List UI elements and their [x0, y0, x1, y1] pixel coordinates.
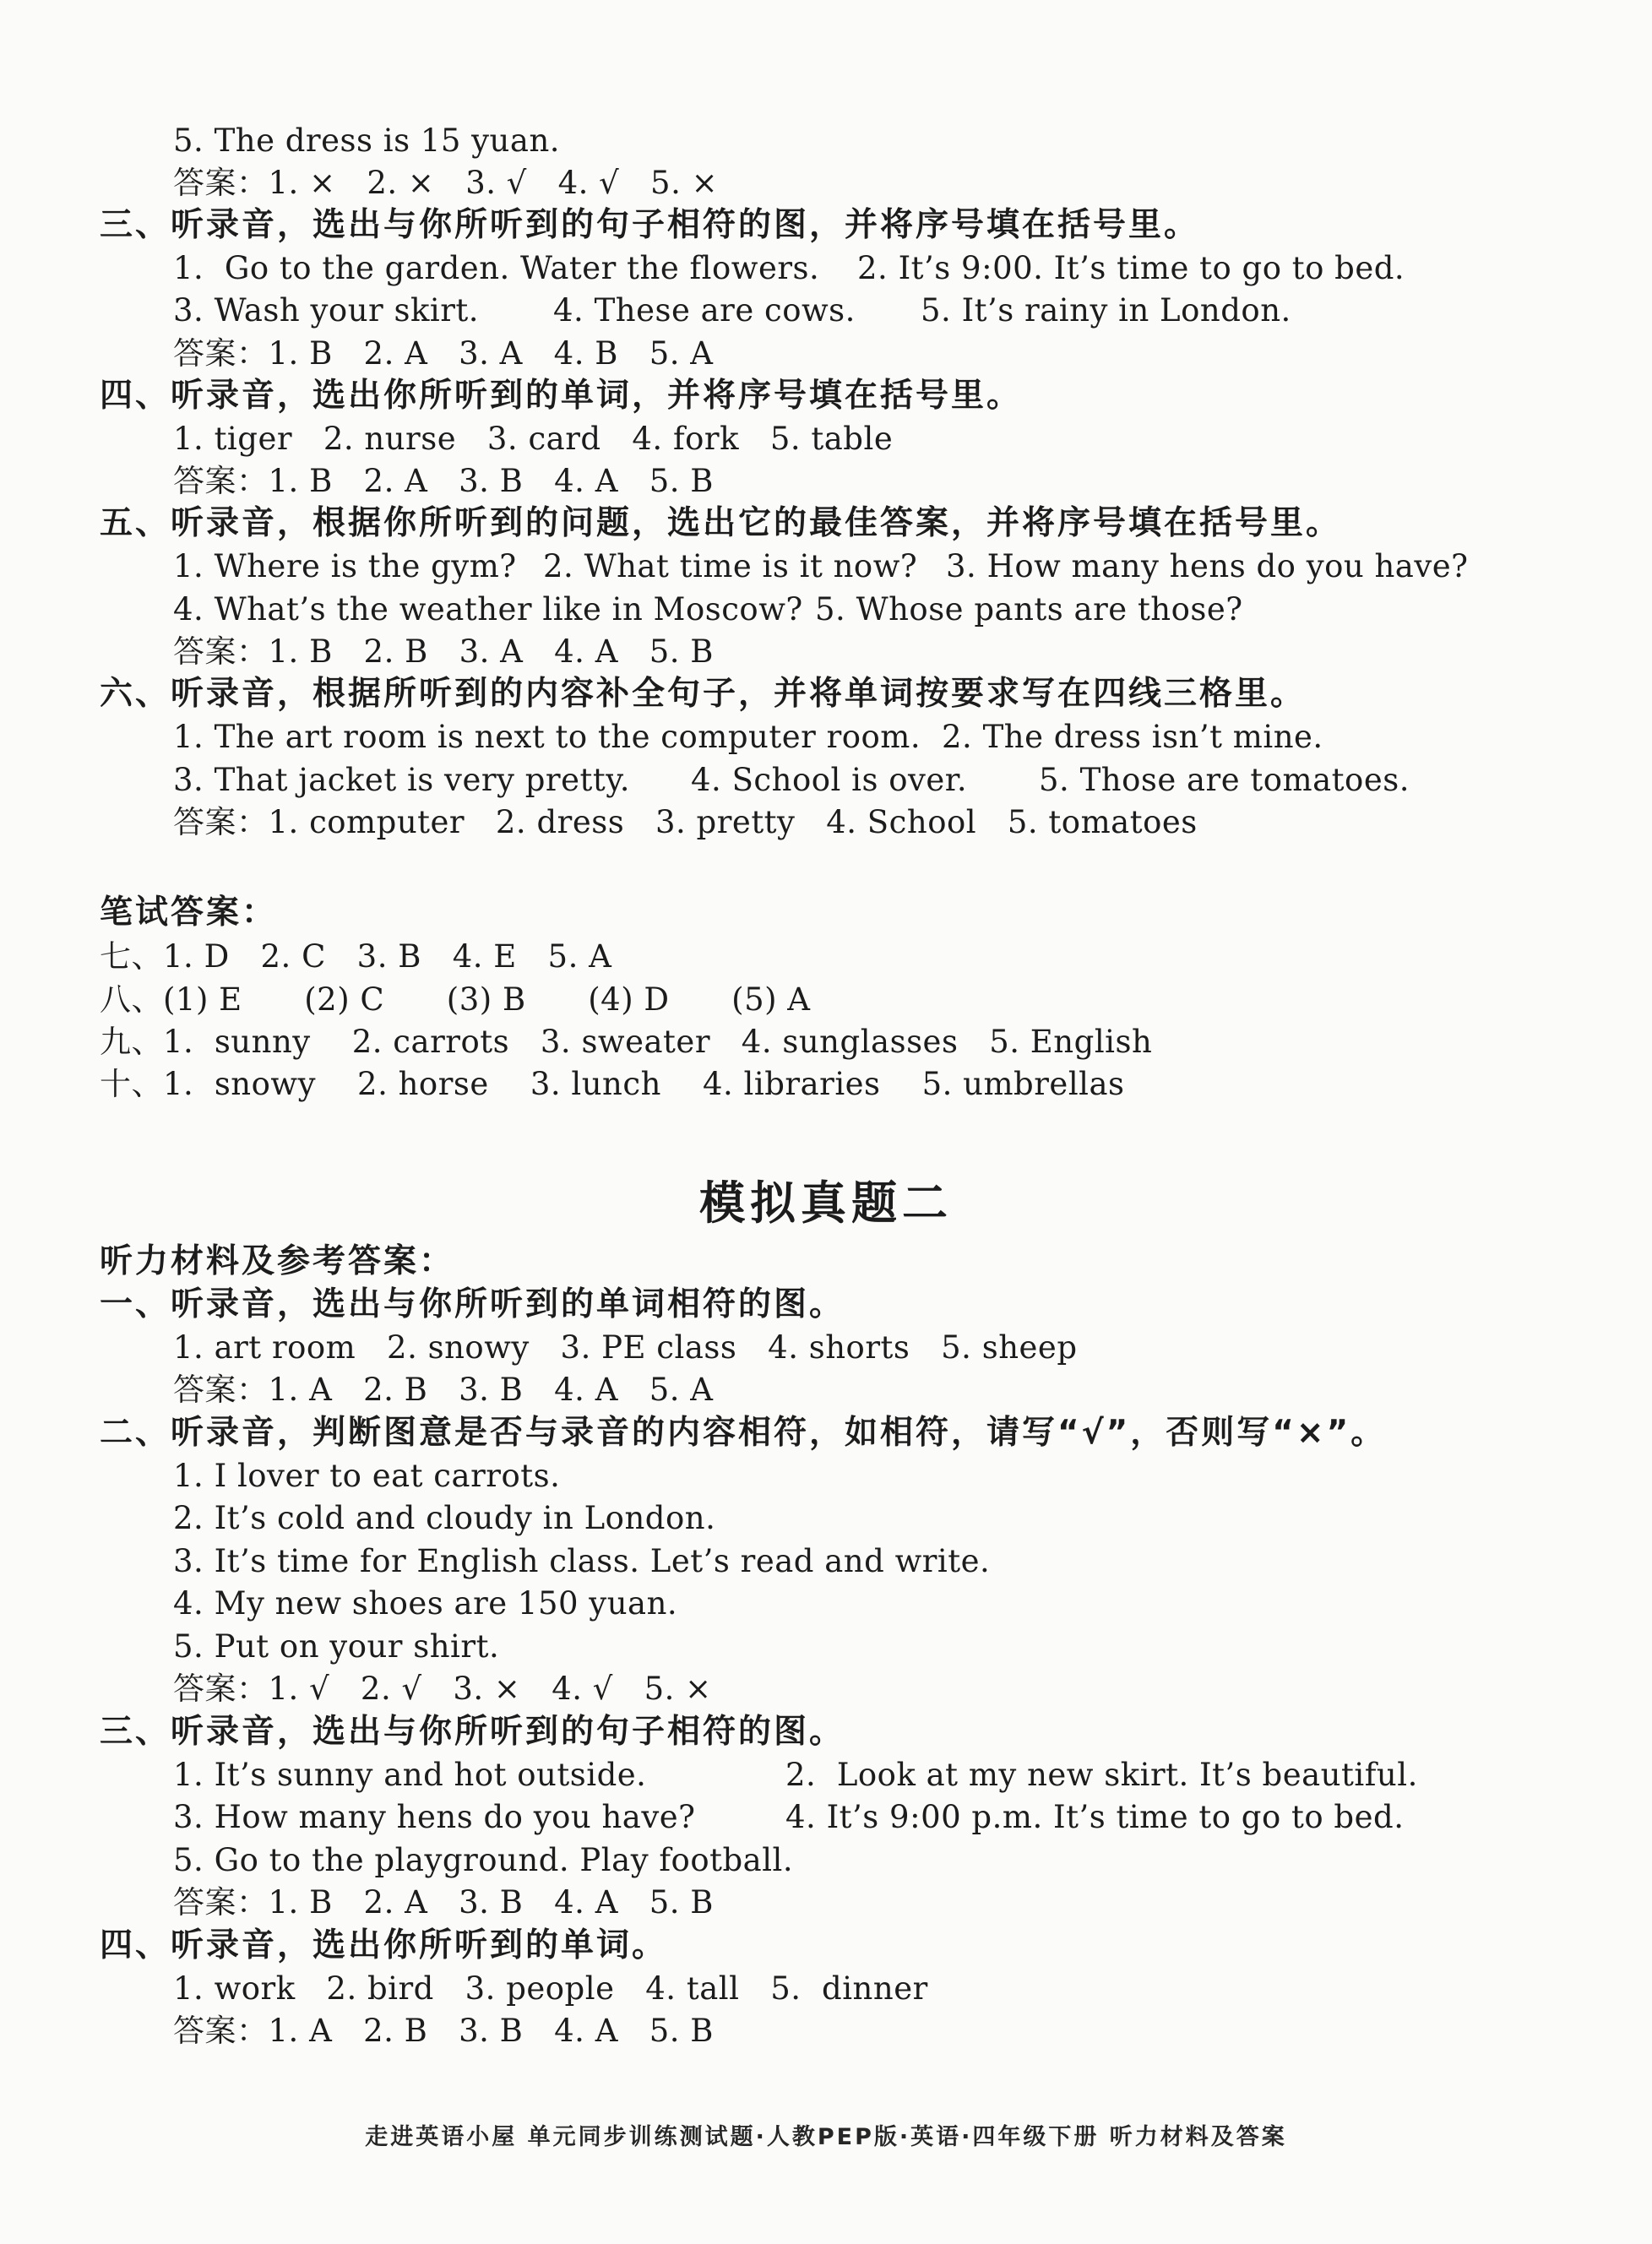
word-list: 1. work 2. bird 3. people 4. tall 5. dinner: [173, 1970, 928, 2007]
written-answers-heading: 笔试答案：: [100, 894, 278, 932]
question-item: 4. What’s the weather like in Moscow?: [173, 591, 803, 628]
question-item: 2. What time is it now?: [543, 548, 918, 584]
question-item: 3. How many hens do you have?: [946, 548, 1469, 584]
sentence-item: 3. Wash your skirt.: [173, 292, 480, 329]
answer-line: 答案：1. B 2. A 3. B 4. A 5. B: [173, 1884, 714, 1921]
sentence-item: 1. It’s sunny and hot outside.: [173, 1757, 647, 1793]
sentence-item: 1. The art room is next to the computer room.: [173, 719, 921, 755]
sentence-item: 4. School is over.: [691, 762, 968, 798]
section-6-heading: 六、听录音，根据所听到的内容补全句子，并将单词按要求写在四线三格里。: [100, 675, 1307, 713]
sentence-item: 3. It’s time for English class. Let’s read and write.: [173, 1543, 991, 1579]
word-list: 1. tiger 2. nurse 3. card 4. fork 5. table: [173, 421, 894, 457]
sentence-item: 3. That jacket is very pretty.: [173, 762, 630, 798]
answer-line: 答案：1. B 2. A 3. B 4. A 5. B: [173, 463, 714, 499]
sentence-item: 4. My new shoes are 150 yuan.: [173, 1585, 678, 1622]
page-footer: 走进英语小屋 单元同步训练测试题·人教PEP版·英语·四年级下册 听力材料及答案: [365, 2124, 1287, 2150]
sentence-item: 3. How many hens do you have?: [173, 1799, 696, 1835]
sentence-item: 5. Those are tomatoes.: [1039, 762, 1410, 798]
section-3-heading: 三、听录音，选出与你所听到的句子相符的图。: [100, 1713, 845, 1751]
sentence-item: 5. It’s rainy in London.: [921, 292, 1291, 329]
sentence-item: 1. I lover to eat carrots.: [173, 1458, 561, 1494]
written-answer-9: 九、1. sunny 2. carrots 3. sweater 4. sunglasses 5. English: [100, 1024, 1153, 1060]
section-4-heading: 四、听录音，选出你所听到的单词，并将序号填在括号里。: [100, 377, 1023, 415]
written-answer-7: 七、1. D 2. C 3. B 4. E 5. A: [100, 938, 612, 975]
question-item: 1. Where is the gym?: [173, 548, 517, 584]
sentence-item: 5. Go to the playground. Play football.: [173, 1842, 794, 1878]
sentence-item: 1. Go to the garden. Water the flowers.: [173, 250, 820, 286]
word-list: 1. art room 2. snowy 3. PE class 4. shorts 5. sheep: [173, 1329, 1078, 1366]
answer-line: 答案：1. A 2. B 3. B 4. A 5. A: [173, 1372, 714, 1408]
listening-materials-heading: 听力材料及参考答案：: [100, 1242, 455, 1280]
section-1-heading: 一、听录音，选出与你所听到的单词相符的图。: [100, 1285, 845, 1323]
section-5-heading: 五、听录音，根据你所听到的问题，选出它的最佳答案，并将序号填在括号里。: [100, 504, 1342, 542]
answer-line: 答案：1. B 2. B 3. A 4. A 5. B: [173, 633, 714, 670]
sentence-item: 2. It’s 9:00. It’s time to go to bed.: [857, 250, 1405, 286]
answer-line: 答案：1. √ 2. √ 3. × 4. √ 5. ×: [173, 1671, 712, 1707]
sentence-item: 2. The dress isn’t mine.: [942, 719, 1323, 755]
answer-line: 答案：1. × 2. × 3. √ 4. √ 5. ×: [173, 165, 719, 201]
section-3-heading: 三、听录音，选出与你所听到的句子相符的图，并将序号填在括号里。: [100, 206, 1200, 244]
answer-line: 答案：1. computer 2. dress 3. pretty 4. School 5. tomatoes: [173, 804, 1198, 840]
written-answer-8: 八、(1) E (2) C (3) B (4) D (5) A: [100, 981, 811, 1018]
question-item: 5. Whose pants are those?: [815, 591, 1243, 628]
sentence-item: 2. Look at my new skirt. It’s beautiful.: [785, 1757, 1418, 1793]
sentence-item: 4. These are cows.: [553, 292, 856, 329]
page-title: 模拟真题二: [699, 1176, 953, 1230]
sentence-item: 5. Put on your shirt.: [173, 1628, 500, 1665]
section-2-heading: 二、听录音，判断图意是否与录音的内容相符，如相符，请写“√”，否则写“×”。: [100, 1414, 1387, 1452]
answer-line: 答案：1. B 2. A 3. A 4. B 5. A: [173, 335, 714, 372]
dialogue-line: 5. The dress is 15 yuan.: [173, 122, 561, 159]
answer-line: 答案：1. A 2. B 3. B 4. A 5. B: [173, 2013, 714, 2049]
sentence-item: 4. It’s 9:00 p.m. It’s time to go to bed.: [785, 1799, 1405, 1835]
sentence-item: 2. It’s cold and cloudy in London.: [173, 1500, 716, 1536]
section-4-heading: 四、听录音，选出你所听到的单词。: [100, 1926, 668, 1964]
written-answer-10: 十、1. snowy 2. horse 3. lunch 4. libraries 5. umbrellas: [100, 1066, 1125, 1102]
